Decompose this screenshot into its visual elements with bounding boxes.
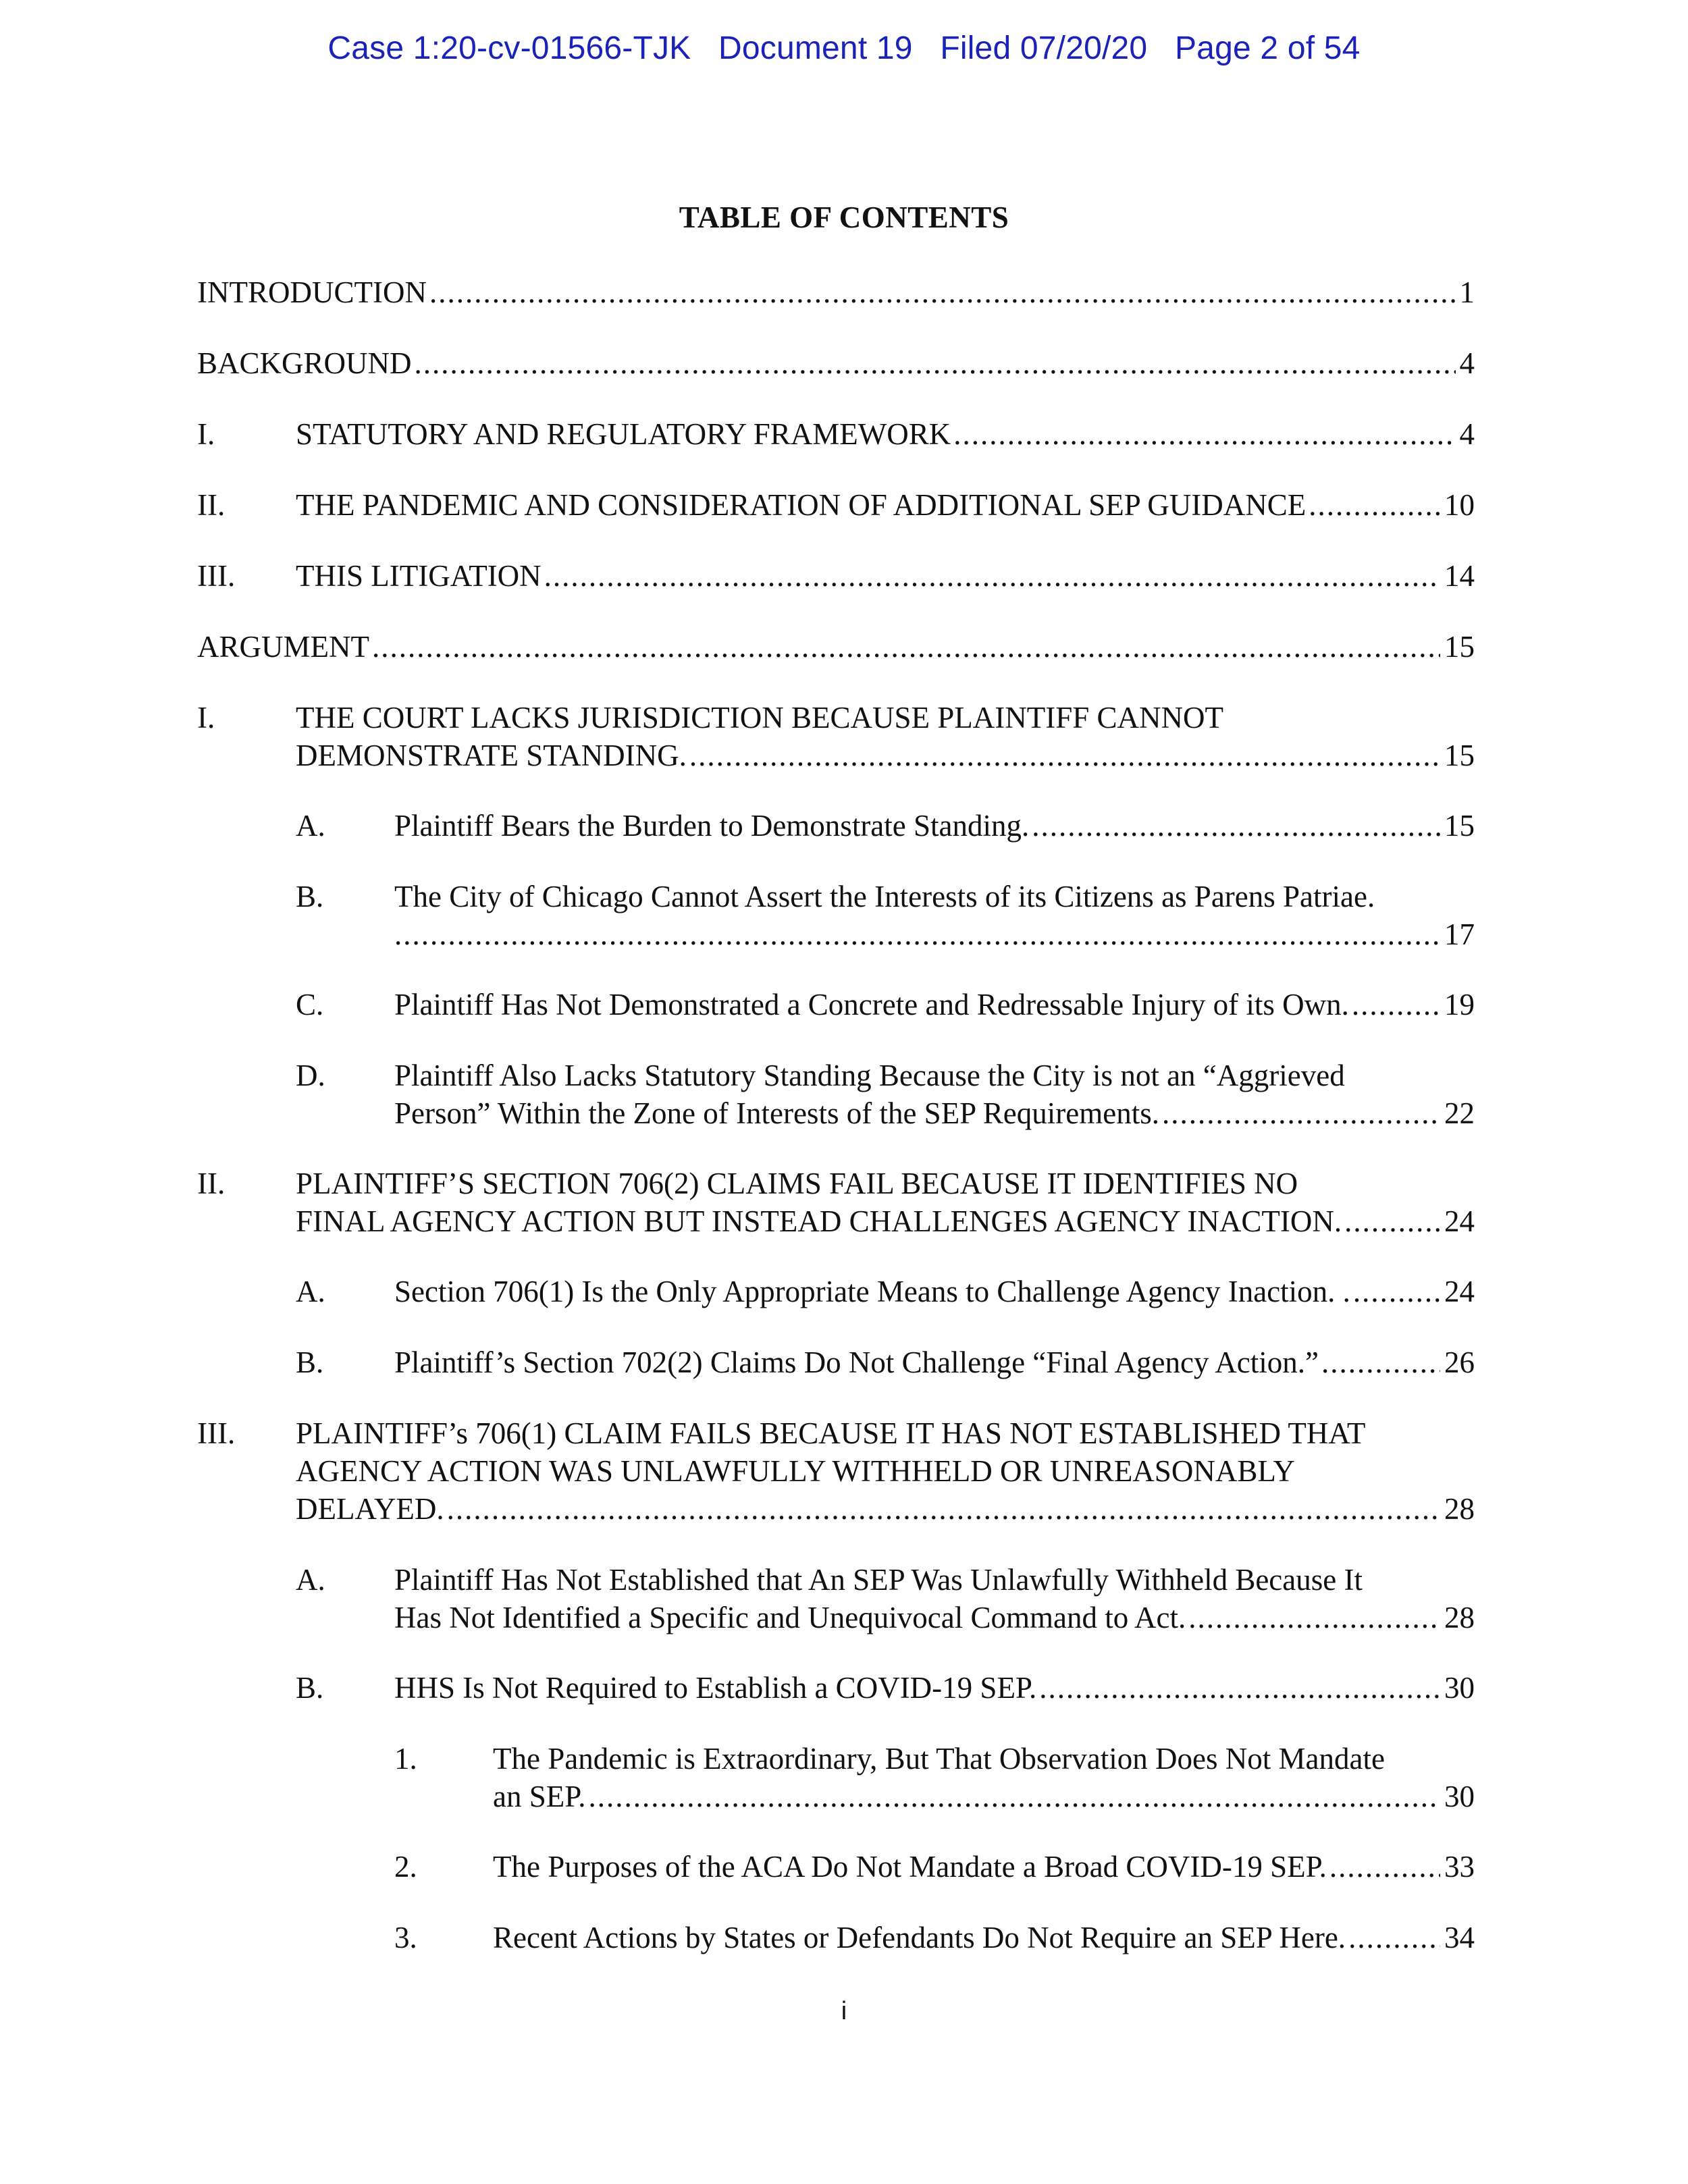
toc-entry-text: The City of Chicago Cannot Assert the Interests of its Citizens as Parens Patriae. <box>394 880 1375 913</box>
toc-entry <box>197 486 1475 524</box>
dot-leader <box>1352 986 1440 1023</box>
toc-entry-text: THE PANDEMIC AND CONSIDERATION OF ADDITIONAL SEP GUIDANCE <box>296 488 1307 522</box>
toc-page-number: 4 <box>1459 346 1475 380</box>
dot-leader <box>415 344 1456 382</box>
toc-entry-number: A. <box>296 1563 325 1597</box>
toc-entry-text: THE COURT LACKS JURISDICTION BECAUSE PLAINTIFF CANNOT <box>296 701 1224 735</box>
toc-entry <box>197 1414 1475 1528</box>
toc-entry-number: 1. <box>394 1742 417 1776</box>
dot-leader <box>1353 1273 1440 1310</box>
toc-page-number: 33 <box>1444 1850 1475 1884</box>
toc-entry <box>197 415 1475 453</box>
toc-entry <box>197 1740 1475 1815</box>
toc-entry-number: II. <box>197 1167 226 1200</box>
toc-entry <box>197 878 1475 953</box>
filed-date: Filed 07/20/20 <box>940 30 1148 66</box>
toc-entry <box>197 1343 1475 1381</box>
toc-entry-text: STATUTORY AND REGULATORY FRAMEWORK <box>296 417 951 451</box>
toc-page-number: 10 <box>1444 488 1475 522</box>
toc-entry-text: Recent Actions by States or Defendants Do Not Require an SEP Here. <box>493 1921 1346 1954</box>
toc-entry-number: 3. <box>394 1921 417 1954</box>
toc-entry-number: III. <box>197 559 236 593</box>
case-header <box>0 30 1688 67</box>
toc-entry-text: PLAINTIFF’S SECTION 706(2) CLAIMS FAIL BECAUSE IT IDENTIFIES NO <box>296 1167 1298 1200</box>
toc-entry <box>197 986 1475 1023</box>
toc-entry-number: III. <box>197 1416 236 1450</box>
toc-entry-number: A. <box>296 809 325 843</box>
toc-entry-number: A. <box>296 1275 325 1308</box>
toc-entry <box>197 1848 1475 1886</box>
toc-page-number: 17 <box>1444 917 1475 951</box>
toc-entry-text: HHS Is Not Required to Establish a COVID-19 SEP. <box>394 1671 1037 1705</box>
toc-entry <box>197 628 1475 666</box>
toc-entry-text: INTRODUCTION <box>197 275 427 309</box>
toc-page-number: 15 <box>1444 809 1475 843</box>
toc-entry-number: I. <box>197 701 215 735</box>
toc-entry <box>197 1669 1475 1707</box>
toc-entry-text: The Purposes of the ACA Do Not Mandate a Broad COVID-19 SEP. <box>493 1850 1327 1884</box>
dot-leader <box>447 1490 1440 1528</box>
dot-leader <box>372 628 1440 666</box>
dot-leader <box>1032 807 1440 845</box>
toc-title: TABLE OF CONTENTS <box>679 201 1009 234</box>
toc-entry <box>197 807 1475 845</box>
page-indicator: Page 2 of 54 <box>1174 30 1361 66</box>
footer-page-number: i <box>841 1997 847 2025</box>
dot-leader <box>1162 1094 1440 1132</box>
toc-entry-text: PLAINTIFF’s 706(1) CLAIM FAILS BECAUSE IT HAS NOT ESTABLISHED THAT AGENCY ACTION WAS UNLAWFULLY WITHHELD OR UNREASONABLY <box>296 1416 1365 1488</box>
toc-page-number: 30 <box>1444 1671 1475 1705</box>
toc-entry-text: BACKGROUND <box>197 346 412 380</box>
toc-entry-text: an SEP. <box>493 1780 586 1813</box>
case-number: Case 1:20-cv-01566-TJK <box>327 30 691 66</box>
toc-entry-text: ARGUMENT <box>197 630 369 664</box>
toc-entry <box>197 1919 1475 1956</box>
toc-entry <box>197 273 1475 311</box>
toc-entry-number: B. <box>296 880 324 913</box>
dot-leader <box>1309 486 1440 524</box>
toc-entry <box>197 699 1475 774</box>
dot-leader <box>394 915 1440 953</box>
toc-entry <box>197 1165 1475 1240</box>
dot-leader <box>1348 1919 1440 1956</box>
toc-page-number: 1 <box>1459 275 1475 309</box>
toc-entry-text: Plaintiff Bears the Burden to Demonstrate Standing. <box>394 809 1030 843</box>
dot-leader <box>689 737 1440 774</box>
dot-leader <box>1039 1669 1440 1707</box>
toc-entry <box>197 1273 1475 1310</box>
toc-entry-text: Plaintiff Has Not Demonstrated a Concrete and Redressable Injury of its Own. <box>394 988 1349 1021</box>
toc-page-number: 15 <box>1444 739 1475 772</box>
toc-entry <box>197 1561 1475 1636</box>
dot-leader <box>953 415 1455 453</box>
toc-entry-text: Plaintiff’s Section 702(2) Claims Do Not Challenge “Final Agency Action.” <box>394 1346 1319 1379</box>
toc-entry-number: B. <box>296 1671 324 1705</box>
toc-page-number: 28 <box>1444 1601 1475 1634</box>
toc-entry-text: DEMONSTRATE STANDING. <box>296 739 687 772</box>
dot-leader <box>1344 1202 1440 1240</box>
toc-page-number: 28 <box>1444 1492 1475 1526</box>
toc-entry-text: DELAYED. <box>296 1492 444 1526</box>
toc-entry-text: The Pandemic is Extraordinary, But That Observation Does Not Mandate <box>493 1742 1385 1776</box>
toc-entry-number: C. <box>296 988 324 1021</box>
toc-page-number: 24 <box>1444 1275 1475 1308</box>
toc-entry-text: FINAL AGENCY ACTION BUT INSTEAD CHALLENGES AGENCY INACTION. <box>296 1204 1342 1238</box>
toc-entry-number: B. <box>296 1346 324 1379</box>
toc-entry <box>197 1057 1475 1132</box>
toc-page-number: 15 <box>1444 630 1475 664</box>
toc-entry-text: THIS LITIGATION <box>296 559 542 593</box>
toc-entry-text: Person” Within the Zone of Interests of the SEP Requirements. <box>394 1096 1159 1130</box>
toc-entry-text: Plaintiff Also Lacks Statutory Standing Because the City is not an “Aggrieved <box>394 1059 1345 1092</box>
toc-page-number: 30 <box>1444 1780 1475 1813</box>
document-number: Document 19 <box>718 30 913 66</box>
toc-page-number: 24 <box>1444 1204 1475 1238</box>
toc-entry-number: II. <box>197 488 226 522</box>
toc-entry-number: I. <box>197 417 215 451</box>
toc-entry-text: Has Not Identified a Specific and Unequivocal Command to Act. <box>394 1601 1186 1634</box>
dot-leader <box>1321 1343 1440 1381</box>
toc-page-number: 19 <box>1444 988 1475 1021</box>
toc-page-number: 34 <box>1444 1921 1475 1954</box>
dot-leader <box>1329 1848 1440 1886</box>
dot-leader <box>1188 1599 1440 1636</box>
toc-entry-text: Section 706(1) Is the Only Appropriate Means to Challenge Agency Inaction. . <box>394 1275 1350 1308</box>
toc-page-number: 14 <box>1444 559 1475 593</box>
dot-leader <box>429 273 1456 311</box>
toc-entry <box>197 557 1475 595</box>
toc-entry-text: Plaintiff Has Not Established that An SEP Was Unlawfully Withheld Because It <box>394 1563 1363 1597</box>
dot-leader <box>544 557 1440 595</box>
toc-page-number: 4 <box>1459 417 1475 451</box>
toc-entry <box>197 344 1475 382</box>
toc-entry-number: D. <box>296 1059 325 1092</box>
toc-page-number: 26 <box>1444 1346 1475 1379</box>
toc-entry-number: 2. <box>394 1850 417 1884</box>
toc-page-number: 22 <box>1444 1096 1475 1130</box>
dot-leader <box>589 1778 1440 1815</box>
